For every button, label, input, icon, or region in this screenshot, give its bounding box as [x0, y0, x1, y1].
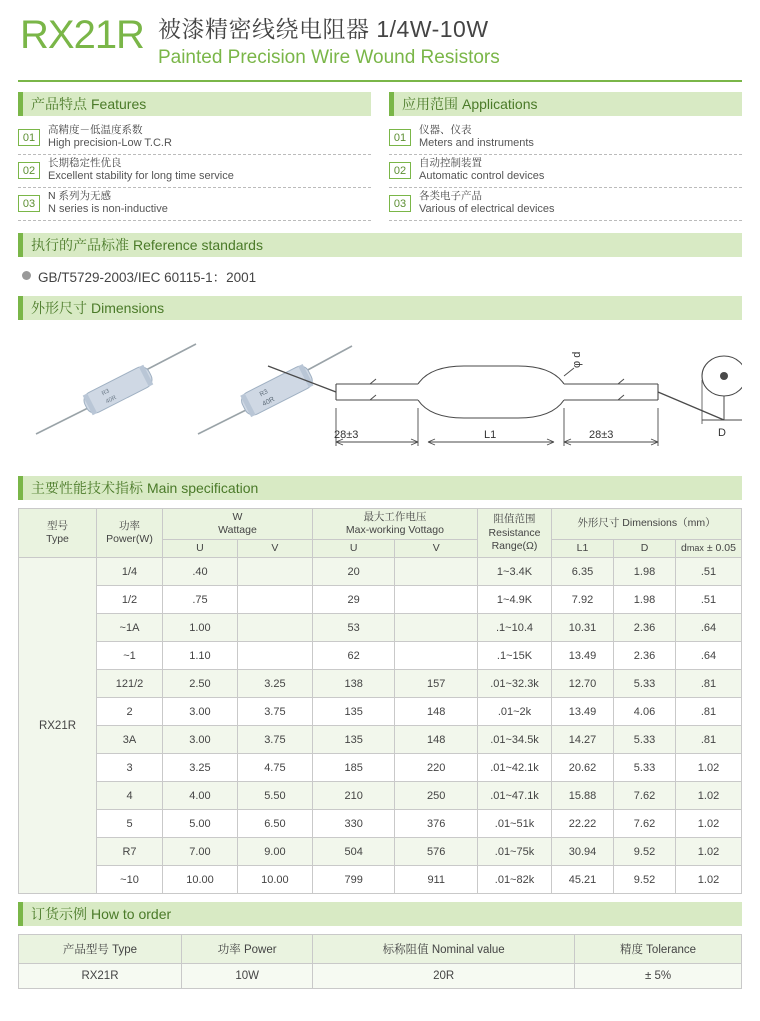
col-maxv-en: Max-working Vottago: [345, 524, 444, 537]
cell-wattage-u: 1.00: [163, 614, 238, 642]
col-resistance: [478, 508, 552, 557]
item-number: 02: [18, 162, 40, 179]
col-type-en: Type: [46, 533, 69, 546]
cell-wattage-v: 3.75: [237, 698, 312, 726]
cell-maxv-v: [395, 558, 478, 586]
cell-d: 7.62: [614, 810, 676, 838]
cell-resistance: .01~82k: [478, 866, 552, 894]
features-column: [18, 92, 371, 221]
cell-maxv-u: 20: [312, 558, 395, 586]
order-bar-cn: 订货示例: [31, 906, 87, 923]
cell-wattage-u: 10.00: [163, 866, 238, 894]
table-header: [19, 508, 742, 557]
cell-wattage-u: .75: [163, 586, 238, 614]
cell-l1: 14.27: [552, 726, 614, 754]
cell-wattage-v: [237, 614, 312, 642]
table-body: [19, 558, 742, 894]
list-item: [18, 155, 371, 188]
col-wattage-en: Wattage: [218, 524, 257, 537]
title-block: [144, 14, 500, 70]
svg-text:R3: R3: [258, 388, 270, 399]
applications-section-bar: [389, 92, 742, 116]
order-table: [18, 934, 742, 989]
cell-resistance: .01~75k: [478, 838, 552, 866]
cell-l1: 45.21: [552, 866, 614, 894]
list-item: [389, 155, 742, 188]
col-power-en: Power(W): [106, 533, 153, 546]
list-item: [389, 188, 742, 221]
item-number: 01: [18, 129, 40, 146]
item-text: [48, 124, 172, 151]
order-cell-tolerance: ± 5%: [575, 964, 742, 989]
cell-maxv-u: 138: [312, 670, 395, 698]
col-maxv-u: U: [312, 540, 395, 558]
table-row: [19, 782, 742, 810]
cell-power: 1/2: [97, 586, 163, 614]
table-row: [19, 670, 742, 698]
dim-label-left-lead: 28±3: [334, 428, 359, 441]
list-item: [389, 122, 742, 155]
cell-d: 2.36: [614, 614, 676, 642]
cell-wattage-u: .40: [163, 558, 238, 586]
cell-l1: 13.49: [552, 698, 614, 726]
cell-power: ~1: [97, 642, 163, 670]
cell-maxv-v: 220: [395, 754, 478, 782]
cell-l1: 10.31: [552, 614, 614, 642]
standards-line: [22, 266, 742, 286]
cell-d: 1.98: [614, 586, 676, 614]
cell-wattage-u: 3.00: [163, 726, 238, 754]
cell-dmax: .81: [676, 670, 742, 698]
main-spec-section-bar: [18, 476, 742, 500]
col-wattage-v: V: [237, 540, 312, 558]
cell-resistance: .01~42.1k: [478, 754, 552, 782]
cell-power: R7: [97, 838, 163, 866]
item-number: 03: [18, 195, 40, 212]
cell-wattage-u: 3.25: [163, 754, 238, 782]
order-table-body: [19, 964, 742, 989]
col-maxv: [312, 508, 477, 539]
cell-wattage-v: 10.00: [237, 866, 312, 894]
cell-resistance: .01~34.5k: [478, 726, 552, 754]
cell-dmax: .81: [676, 698, 742, 726]
cell-maxv-v: 911: [395, 866, 478, 894]
cell-power: 121/2: [97, 670, 163, 698]
cell-d: 4.06: [614, 698, 676, 726]
dimensions-section-bar: [18, 296, 742, 320]
cell-wattage-v: 3.25: [237, 670, 312, 698]
cell-maxv-v: [395, 586, 478, 614]
cell-power: ~1A: [97, 614, 163, 642]
cell-resistance: .01~32.3k: [478, 670, 552, 698]
col-dim-l1: L1: [552, 540, 614, 558]
product-code: RX21R: [20, 13, 144, 57]
svg-text:40R: 40R: [105, 394, 118, 406]
dmax-symbol: d: [681, 542, 687, 555]
cell-resistance: .1~15K: [478, 642, 552, 670]
cell-wattage-v: 5.50: [237, 782, 312, 810]
table-header-row: [19, 935, 742, 964]
col-dim-cn: 外形尺寸: [577, 517, 620, 530]
svg-text:40R: 40R: [261, 395, 276, 408]
col-type-cn: 型号: [47, 519, 68, 532]
dimensions-bar-cn: 外形尺寸: [31, 299, 87, 316]
title-english: Painted Precision Wire Wound Resistors: [157, 46, 500, 68]
cell-wattage-u: 7.00: [163, 838, 238, 866]
order-cell-type: RX21R: [19, 964, 182, 989]
table-row: [19, 838, 742, 866]
col-power: [97, 508, 163, 557]
cell-maxv-u: 185: [312, 754, 395, 782]
order-col-power: 功率 Power: [181, 935, 312, 964]
table-header-row-1: [19, 508, 742, 539]
cell-wattage-v: 9.00: [237, 838, 312, 866]
cell-dmax: .51: [676, 558, 742, 586]
features-bar-en: Features: [91, 96, 147, 113]
cell-resistance: .1~10.4: [478, 614, 552, 642]
cell-power: 5: [97, 810, 163, 838]
item-text-en: Excellent stability for long time service: [48, 170, 234, 183]
bullet-icon: [22, 271, 31, 280]
table-row: [19, 754, 742, 782]
cell-wattage-v: 6.50: [237, 810, 312, 838]
cell-dmax: .51: [676, 586, 742, 614]
cell-l1: 13.49: [552, 642, 614, 670]
table-row: [19, 726, 742, 754]
col-dimensions: [552, 508, 742, 539]
item-text-en: Automatic control devices: [419, 170, 545, 183]
item-text-cn: 高精度－低温度系数: [48, 124, 143, 137]
dmax-tolerance: ± 0.05: [706, 542, 736, 555]
features-applications-row: [18, 92, 742, 221]
item-text-en: Meters and instruments: [419, 137, 534, 150]
cell-dmax: 1.02: [676, 810, 742, 838]
features-section-bar: [18, 92, 371, 116]
item-text-en: N series is non-inductive: [48, 203, 168, 216]
cell-maxv-v: 148: [395, 698, 478, 726]
main-spec-bar-cn: 主要性能技术指标: [31, 479, 143, 496]
order-col-tolerance: 精度 Tolerance: [575, 935, 742, 964]
cell-wattage-v: 3.75: [237, 726, 312, 754]
cell-power: ~10: [97, 866, 163, 894]
item-text-en: High precision-Low T.C.R: [48, 137, 172, 150]
item-text-cn: N 系列为无感: [48, 190, 111, 203]
cell-power: 4: [97, 782, 163, 810]
item-text-cn: 长期稳定性优良: [48, 157, 122, 170]
applications-bar-en: Applications: [462, 96, 538, 113]
standards-text: GB/T5729-2003/IEC 60115-1：2001: [38, 269, 257, 285]
dimensions-drawing: [18, 324, 742, 476]
cell-l1: 6.35: [552, 558, 614, 586]
item-text-en: Various of electrical devices: [419, 203, 555, 216]
item-text: [419, 157, 544, 184]
cell-d: 1.98: [614, 558, 676, 586]
col-dim-dmax: [676, 540, 742, 558]
cell-maxv-u: 504: [312, 838, 395, 866]
cell-wattage-v: 4.75: [237, 754, 312, 782]
table-row: [19, 698, 742, 726]
cell-dmax: .81: [676, 726, 742, 754]
cell-maxv-u: 29: [312, 586, 395, 614]
cell-power: 1/4: [97, 558, 163, 586]
order-section-bar: [18, 902, 742, 926]
dimensions-svg: [18, 324, 742, 476]
resistor-photo-2: [198, 346, 352, 434]
applications-list: [389, 122, 742, 221]
cell-resistance: .01~51k: [478, 810, 552, 838]
cell-dmax: 1.02: [676, 838, 742, 866]
table-row: [19, 558, 742, 586]
item-text: [48, 190, 168, 217]
item-text: [48, 157, 234, 184]
cell-wattage-v: [237, 586, 312, 614]
item-text: [419, 190, 555, 217]
cell-maxv-v: 250: [395, 782, 478, 810]
cell-wattage-v: [237, 642, 312, 670]
cell-resistance: .01~47.1k: [478, 782, 552, 810]
cell-resistance: 1~3.4K: [478, 558, 552, 586]
order-col-type: 产品型号 Type: [19, 935, 182, 964]
cell-l1: 30.94: [552, 838, 614, 866]
dim-label-diameter: φ d: [571, 351, 583, 368]
cell-l1: 15.88: [552, 782, 614, 810]
standards-bar-cn: 执行的产品标准: [31, 236, 129, 253]
cell-d: 5.33: [614, 754, 676, 782]
cell-wattage-u: 2.50: [163, 670, 238, 698]
item-number: 03: [389, 195, 411, 212]
item-number: 02: [389, 162, 411, 179]
cell-d: 2.36: [614, 642, 676, 670]
cell-power: 3: [97, 754, 163, 782]
list-item: [18, 122, 371, 155]
cell-dmax: 1.02: [676, 754, 742, 782]
cell-maxv-u: 135: [312, 698, 395, 726]
standards-bar-en: Reference standards: [133, 236, 263, 253]
applications-column: [389, 92, 742, 221]
cell-wattage-v: [237, 558, 312, 586]
item-text-cn: 仪器、仪表: [419, 124, 472, 137]
cell-maxv-u: 330: [312, 810, 395, 838]
cell-maxv-v: [395, 642, 478, 670]
cell-dmax: 1.02: [676, 866, 742, 894]
cell-resistance: .01~2k: [478, 698, 552, 726]
dim-label-end-view: D: [718, 426, 726, 439]
item-text-cn: 自动控制装置: [419, 157, 482, 170]
page-header: [18, 0, 742, 76]
cell-d: 9.52: [614, 838, 676, 866]
svg-text:R3: R3: [101, 388, 111, 398]
cell-l1: 20.62: [552, 754, 614, 782]
cell-resistance: 1~4.9K: [478, 586, 552, 614]
resistor-photo-1: [36, 344, 196, 434]
cell-power: 3A: [97, 726, 163, 754]
cell-maxv-v: 148: [395, 726, 478, 754]
col-type: [19, 508, 97, 557]
dimensions-bar-en: Dimensions: [91, 299, 165, 316]
applications-bar-cn: 应用范围: [402, 96, 458, 113]
col-wattage-u: U: [163, 540, 238, 558]
col-wattage-top: W: [232, 510, 243, 523]
cell-maxv-u: 210: [312, 782, 395, 810]
header-divider: [18, 80, 742, 82]
order-bar-en: How to order: [91, 906, 172, 923]
cell-maxv-v: 157: [395, 670, 478, 698]
cell-maxv-v: 576: [395, 838, 478, 866]
title-chinese: 被漆精密线绕电阻器 1/4W-10W: [157, 16, 489, 42]
cell-wattage-u: 1.10: [163, 642, 238, 670]
order-col-nominal: 标称阻值 Nominal value: [313, 935, 575, 964]
table-row: [19, 964, 742, 989]
cell-maxv-v: 376: [395, 810, 478, 838]
col-dim-en: Dimensions（mm）: [622, 517, 716, 530]
cell-maxv-u: 135: [312, 726, 395, 754]
standards-section-bar: [18, 233, 742, 257]
cell-d: 5.33: [614, 670, 676, 698]
order-table-header: [19, 935, 742, 964]
cell-dmax: .64: [676, 642, 742, 670]
table-row: [19, 614, 742, 642]
cell-l1: 22.22: [552, 810, 614, 838]
cell-l1: 12.70: [552, 670, 614, 698]
cell-l1: 7.92: [552, 586, 614, 614]
cell-wattage-u: 4.00: [163, 782, 238, 810]
col-maxv-cn: 最大工作电压: [363, 510, 427, 523]
cell-maxv-u: 799: [312, 866, 395, 894]
col-dim-d: D: [614, 540, 676, 558]
list-item: [18, 188, 371, 221]
cell-type: RX21R: [19, 558, 97, 894]
table-row: [19, 866, 742, 894]
table-row: [19, 810, 742, 838]
dim-label-body: L1: [484, 428, 497, 441]
order-cell-power: 10W: [181, 964, 312, 989]
col-maxv-v: V: [395, 540, 478, 558]
col-wattage: [163, 508, 313, 539]
cell-d: 7.62: [614, 782, 676, 810]
features-bar-cn: 产品特点: [31, 96, 87, 113]
cell-power: 2: [97, 698, 163, 726]
item-number: 01: [389, 129, 411, 146]
col-power-cn: 功率: [119, 519, 140, 532]
dmax-subscript: max: [686, 543, 704, 554]
main-spec-bar-en: Main specification: [147, 479, 259, 496]
item-text: [419, 124, 534, 151]
order-cell-nominal: 20R: [313, 964, 575, 989]
cell-wattage-u: 3.00: [163, 698, 238, 726]
cell-d: 5.33: [614, 726, 676, 754]
cell-dmax: 1.02: [676, 782, 742, 810]
cell-maxv-u: 62: [312, 642, 395, 670]
dim-label-right-lead: 28±3: [589, 428, 614, 441]
table-row: [19, 642, 742, 670]
item-text-cn: 各类电子产品: [419, 190, 482, 203]
end-view-drawing: [702, 356, 742, 439]
col-res-en: Resistance: [488, 526, 541, 539]
main-spec-table: [18, 508, 742, 894]
cell-wattage-u: 5.00: [163, 810, 238, 838]
col-res-en2: Range(Ω): [491, 539, 538, 552]
cell-dmax: .64: [676, 614, 742, 642]
cell-d: 9.52: [614, 866, 676, 894]
col-res-cn: 阻值范围: [493, 513, 536, 526]
features-list: [18, 122, 371, 221]
cell-maxv-v: [395, 614, 478, 642]
table-row: [19, 586, 742, 614]
cell-maxv-u: 53: [312, 614, 395, 642]
